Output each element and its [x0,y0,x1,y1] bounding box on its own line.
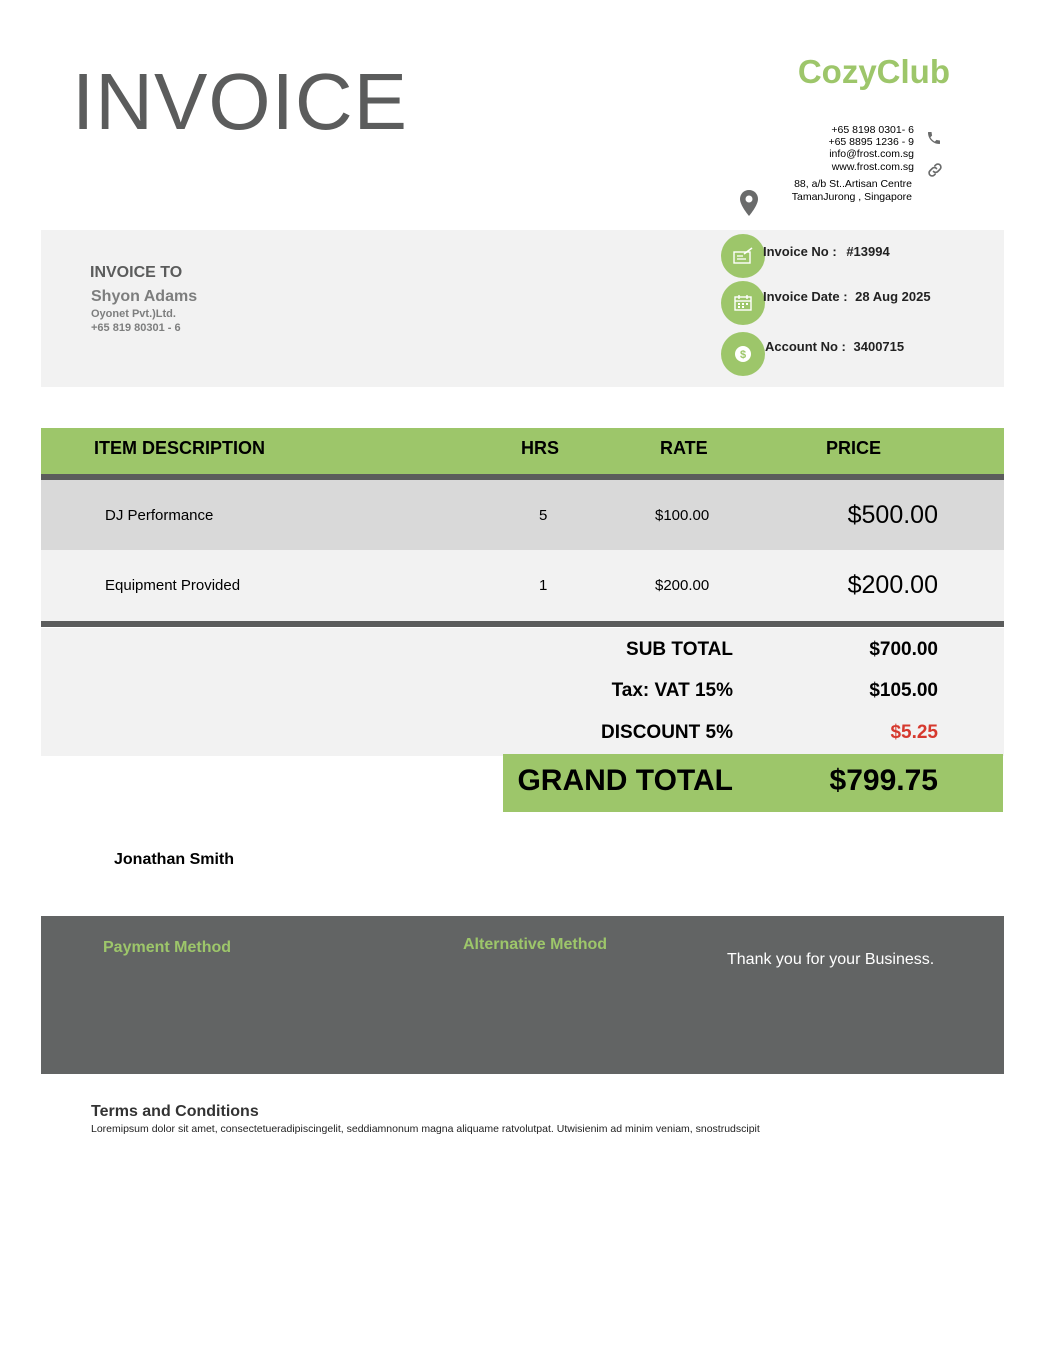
col-header-rate: RATE [660,438,708,458]
calendar-icon [721,281,765,325]
table-divider-bottom [41,621,1004,627]
contact-phone-2: +65 8895 1236 - 9 [828,136,914,149]
svg-text:$: $ [739,349,747,361]
invoice-number-value: #13994 [846,244,890,259]
col-header-description: ITEM DESCRIPTION [94,438,266,458]
row-2-rate: $200.00 [655,577,710,594]
dollar-icon [721,332,765,376]
invoice-title: INVOICE [72,57,408,146]
client-phone: +65 819 80301 - 6 [91,322,181,334]
col-header-price: PRICE [826,438,882,458]
row-2-hrs: 1 [539,577,548,594]
tax-value: $105.00 [869,680,938,701]
signer-name: Jonathan Smith [114,851,235,868]
contact-block [828,124,914,173]
row-2-description: Equipment Provided [105,577,241,594]
tax-label: Tax: VAT 15% [611,680,733,701]
alternative-method-label: Alternative Method [463,936,608,953]
discount-label: DISCOUNT 5% [601,722,733,743]
contact-phone-1: +65 8198 0301- 6 [831,124,914,136]
terms-body: Loremipsum dolor sit amet, consectetueradipiscingelit, seddiamnonum magna aliquame ratvolutpat. Utwisienim ad minim veniam, snostrudscipit [91,1123,760,1135]
client-company: Oyonet Pvt.)Ltd. [91,308,176,320]
row-1-description: DJ Performance [105,507,214,524]
invoice-icon [721,234,765,278]
terms-title: Terms and Conditions [91,1103,259,1120]
discount-value: $5.25 [890,722,938,743]
invoice-to-label: INVOICE TO [90,264,183,281]
totals-band [41,628,1004,756]
row-1-rate: $100.00 [655,507,710,524]
invoice-date [763,289,931,304]
payment-method-label: Payment Method [103,939,232,956]
grand-total-label: GRAND TOTAL [517,764,733,797]
address-block [792,178,912,204]
row-1-price: $500.00 [847,501,938,529]
invoice-date-label: Invoice Date : [763,289,848,304]
invoice-number-label: Invoice No : [763,244,837,259]
col-header-hrs: HRS [521,438,560,458]
account-number [765,339,904,354]
brand-name: CozyClub [797,53,950,90]
row-1-hrs: 5 [539,507,548,524]
client-name: Shyon Adams [91,288,198,305]
phone-icon [926,130,942,146]
grand-total-value: $799.75 [829,764,938,797]
account-number-value: 3400715 [853,339,905,354]
row-2-price: $200.00 [847,571,938,599]
subtotal-label: SUB TOTAL [626,639,733,660]
contact-email: info@frost.com.sg [829,148,914,161]
invoice-date-value: 28 Aug 2025 [855,289,931,304]
invoice-number [763,244,890,259]
thank-you-text: Thank you for your Business. [727,951,935,968]
subtotal-value: $700.00 [869,639,938,660]
address-line-1: 88, a/b St..Artisan Centre [794,178,912,190]
account-number-label: Account No : [765,339,846,354]
location-pin-icon [738,189,760,217]
contact-website: www.frost.com.sg [831,160,914,173]
address-line-2: TamanJurong , Singapore [791,191,912,203]
link-icon [926,161,944,179]
